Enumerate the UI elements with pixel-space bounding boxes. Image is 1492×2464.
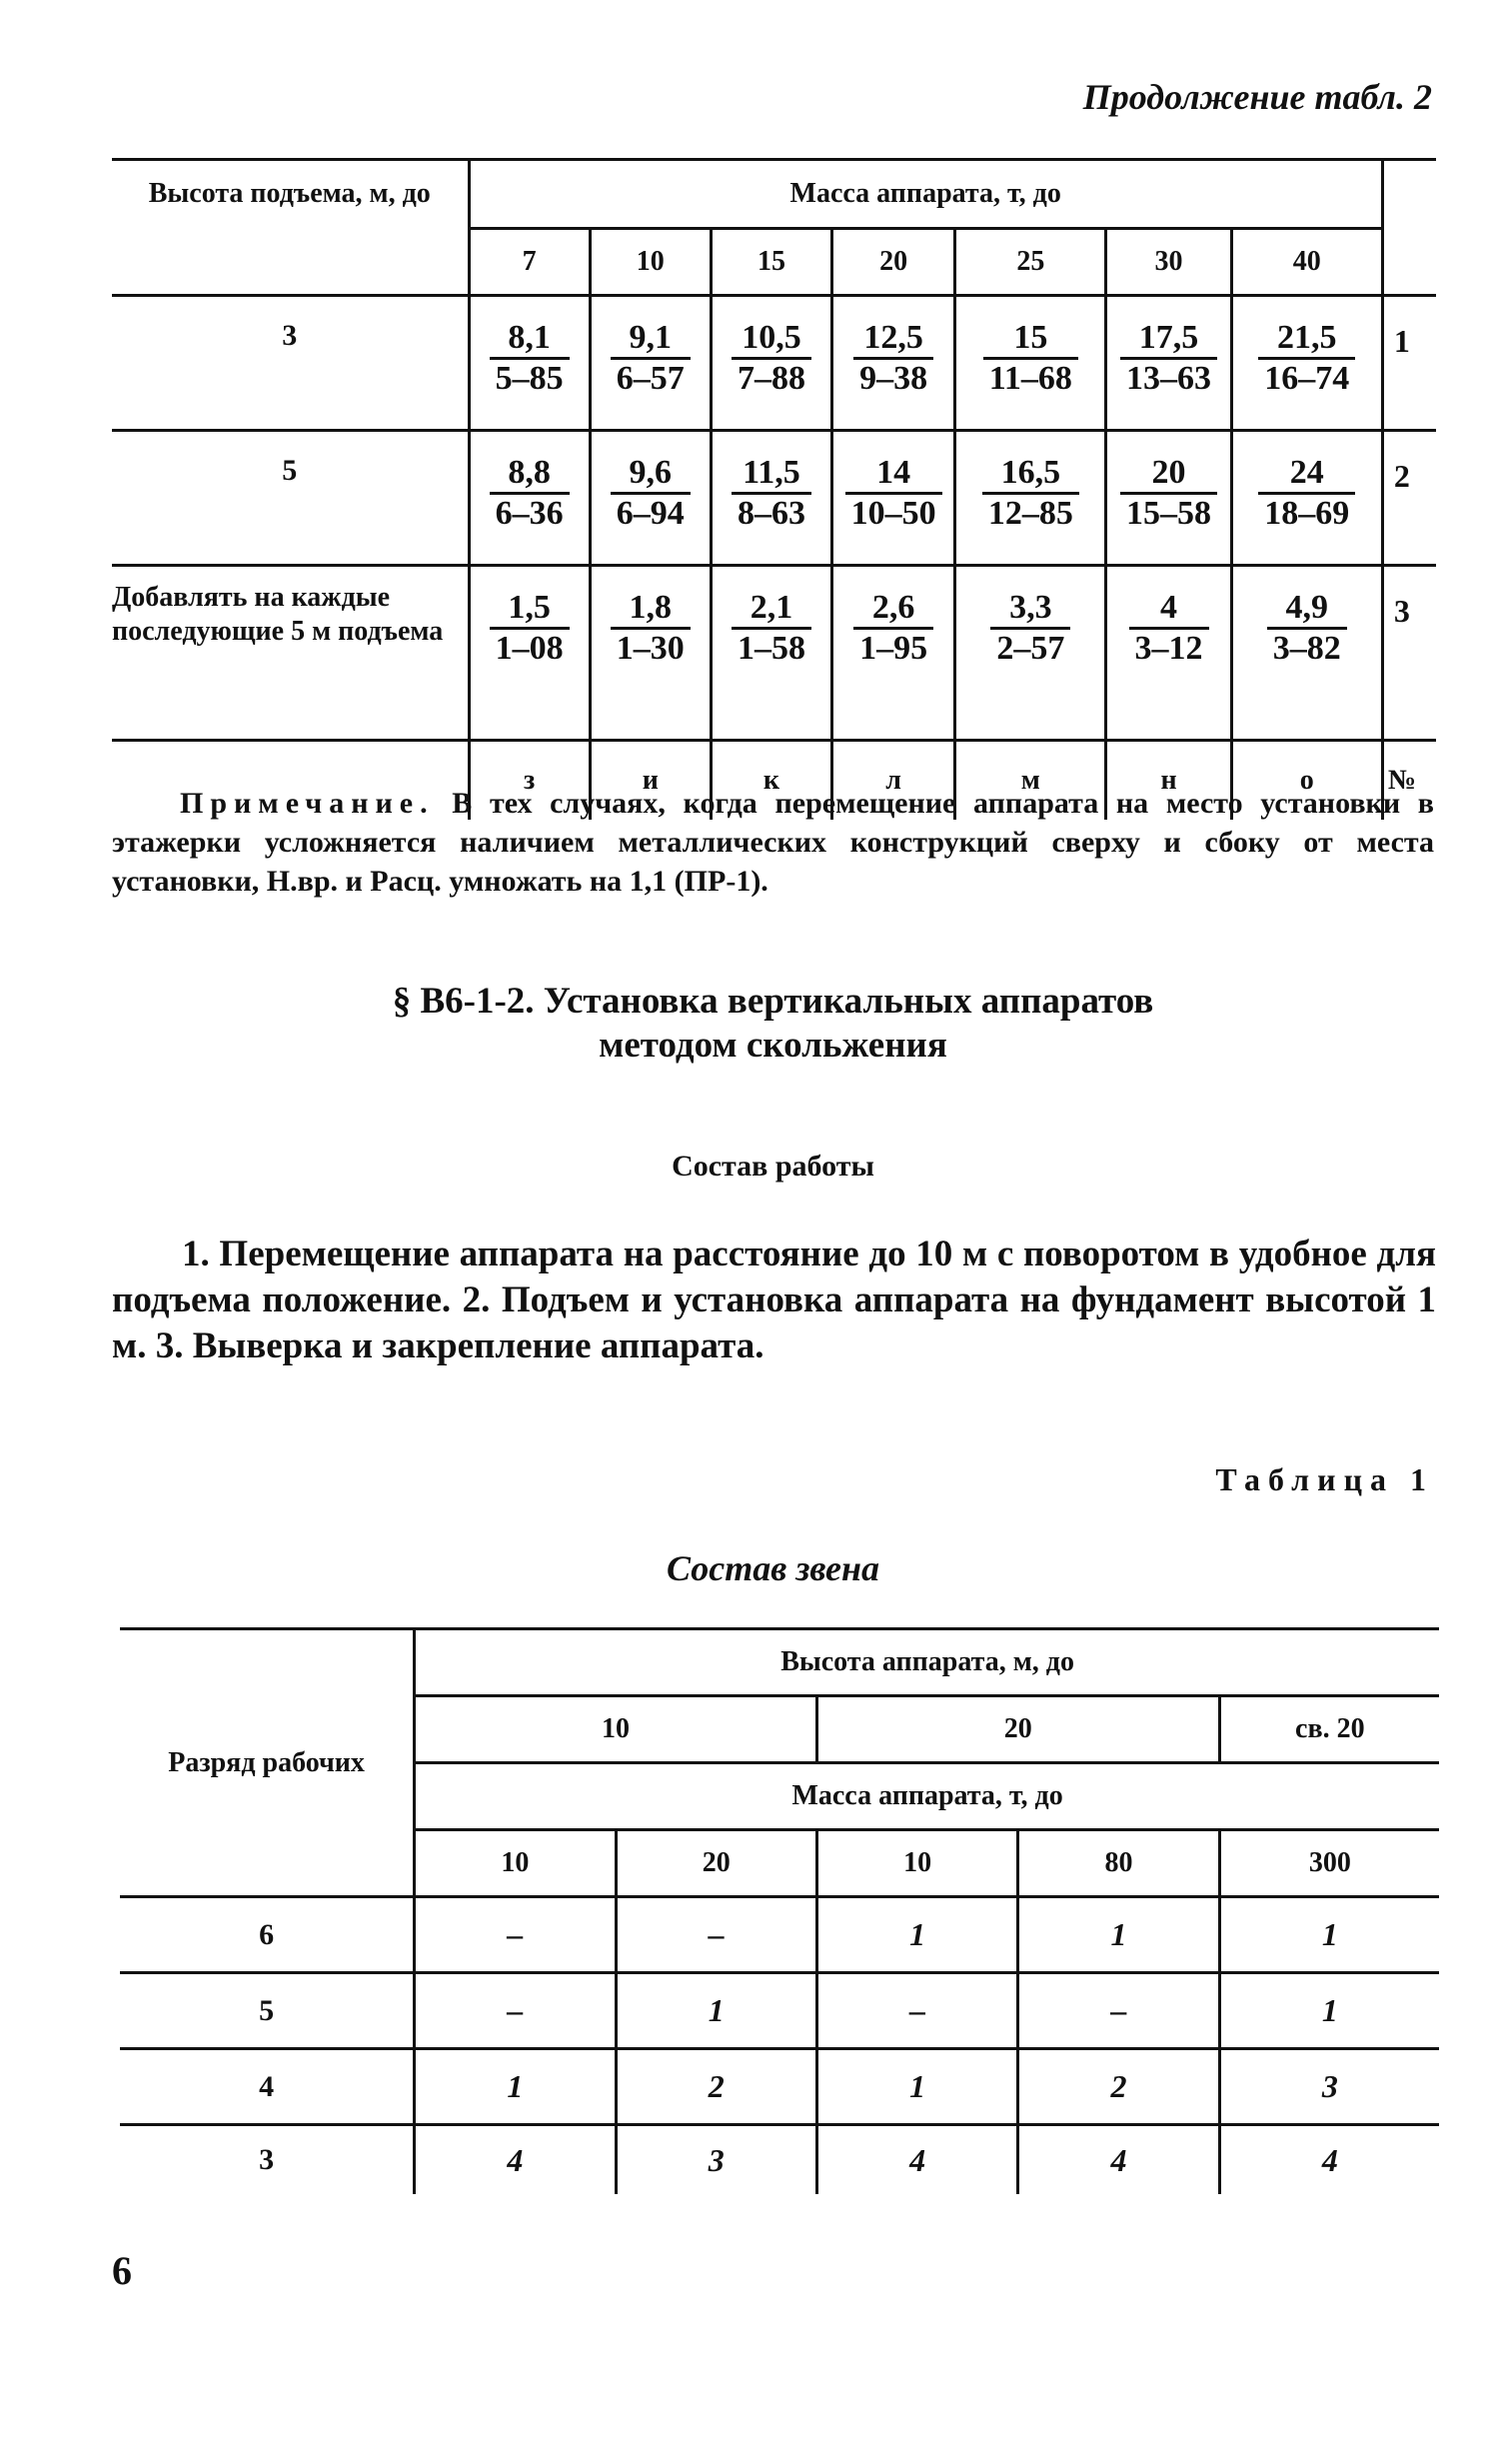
table-row (112, 566, 1436, 741)
rate-fraction: $\frac{12,5}{9-38}$ (853, 319, 933, 398)
crew-count: 4 (1219, 2125, 1439, 2195)
row-label: 3 (112, 296, 469, 431)
mass-col: 20 (616, 1830, 816, 1897)
rank-cell: 5 (120, 1973, 415, 2049)
row-number: 2 (1382, 431, 1436, 566)
height-group: св. 20 (1219, 1696, 1439, 1763)
rate-fraction: $\frac{10,5}{7-88}$ (732, 319, 811, 398)
work-composition-title: Состав работы (672, 1150, 874, 1183)
height-group: 10 (415, 1696, 817, 1763)
number-sign: № (1382, 741, 1436, 821)
mass-col: 10 (590, 229, 711, 296)
rate-fraction: $\frac{16,5}{12-85}$ (982, 454, 1079, 533)
mass-col: 7 (469, 229, 590, 296)
crew-count: – (1018, 1973, 1219, 2049)
crew-count: 4 (1018, 2125, 1219, 2195)
crew-count: 1 (1219, 1973, 1439, 2049)
rank-cell: 3 (259, 2143, 275, 2176)
rate-fraction: $\frac{21,5}{16-74}$ (1258, 319, 1355, 398)
height-group: 20 (816, 1696, 1219, 1763)
column-code: з (469, 741, 590, 821)
section-title-line-1: § В6-1-2. Установка вертикальных аппаратов (392, 981, 1154, 1022)
table-1-title: Состав звена (667, 1548, 879, 1588)
blank-header (1382, 160, 1436, 296)
crew-count: 4 (415, 2125, 616, 2195)
rate-fraction: $\frac{17,5}{13-63}$ (1120, 319, 1217, 398)
crew-count: 1 (816, 1897, 1017, 1973)
table-1-label: Таблица 1 (1215, 1461, 1434, 1497)
rate-fraction: $\frac{1,5}{1-08}$ (490, 589, 570, 668)
mass-col: 300 (1219, 1830, 1439, 1897)
mass-col: 20 (832, 229, 955, 296)
rank-cell: 6 (120, 1897, 415, 1973)
rate-fraction: $\frac{24}{18-69}$ (1258, 454, 1355, 533)
rank-cell: 4 (120, 2049, 415, 2125)
crew-count: – (816, 1973, 1017, 2049)
crew-count: 1 (816, 2049, 1017, 2125)
crew-count: – (415, 1973, 616, 2049)
rate-fraction: $\frac{11,5}{8-63}$ (732, 454, 811, 533)
table-2-continuation (112, 158, 1436, 820)
rate-fraction: $\frac{2,6}{1-95}$ (853, 589, 933, 668)
table-row (120, 1973, 1439, 2049)
section-title (112, 980, 1434, 1068)
rank-header: Разряд рабочих (120, 1629, 415, 1897)
mass-col: 40 (1231, 229, 1382, 296)
column-code: и (590, 741, 711, 821)
column-code: к (711, 741, 831, 821)
note-lead: Примечание. (180, 787, 435, 820)
rate-fraction: $\frac{9,1}{6-57}$ (611, 319, 691, 398)
crew-count: 1 (1219, 1897, 1439, 1973)
rate-fraction: $\frac{20}{15-58}$ (1120, 454, 1217, 533)
row-label: Добавлять на каждые последующие 5 м подъема (112, 566, 469, 741)
rate-fraction: $\frac{1,8}{1-30}$ (611, 589, 691, 668)
page-number: 6 (112, 2248, 132, 2293)
row-label: 5 (112, 431, 469, 566)
table-1-crew (120, 1627, 1439, 2194)
rate-fraction: $\frac{15}{11-68}$ (983, 319, 1078, 398)
table-row (120, 2125, 1439, 2195)
column-code: м (955, 741, 1106, 821)
crew-count: 1 (415, 2049, 616, 2125)
rate-fraction: $\frac{9,6}{6-94}$ (611, 454, 691, 533)
column-code: л (832, 741, 955, 821)
table-row (120, 2049, 1439, 2125)
rate-fraction: $\frac{3,3}{2-57}$ (990, 589, 1070, 668)
mass-col: 10 (816, 1830, 1017, 1897)
crew-count: 3 (1219, 2049, 1439, 2125)
work-composition-text: 1. Перемещение аппарата на расстояние до 10 м с поворотом в удобное для подъема положение. 2. Подъем и установка аппарата на фундамент высотой 1 м. 3. Выверка и закрепление аппарата. (112, 1233, 1436, 1366)
rate-fraction: $\frac{8,8}{6-36}$ (490, 454, 570, 533)
table-row (120, 1897, 1439, 1973)
mass-header: Масса аппарата, т, до (469, 160, 1382, 229)
mass-col: 80 (1018, 1830, 1219, 1897)
row-header: Высота подъема, м, до (112, 160, 469, 296)
crew-count: – (616, 1897, 816, 1973)
mass-header: Масса аппарата, т, до (415, 1763, 1439, 1830)
crew-count: 4 (816, 2125, 1017, 2195)
crew-count: 1 (616, 1973, 816, 2049)
crew-count: 3 (616, 2125, 816, 2195)
rate-fraction: $\frac{2,1}{1-58}$ (732, 589, 811, 668)
row-number: 1 (1382, 296, 1436, 431)
crew-count: – (415, 1897, 616, 1973)
crew-count: 2 (1018, 2049, 1219, 2125)
section-title-line-2: методом скольжения (599, 1025, 947, 1066)
rate-fraction: $\frac{4,9}{3-82}$ (1267, 589, 1347, 668)
note-text: В тех случаях, когда перемещение аппарата на место установки в этажерки усложняется наличием металлических конструкций сверху и сбоку от места установки, Н.вр. и Расц. умножать на 1,1 (ПР-1). (112, 787, 1434, 898)
crew-count: 2 (616, 2049, 816, 2125)
crew-count: 1 (1018, 1897, 1219, 1973)
rate-fraction: $\frac{14}{10-50}$ (845, 454, 942, 533)
table-row (112, 431, 1436, 566)
mass-col: 10 (415, 1830, 616, 1897)
column-code: н (1106, 741, 1231, 821)
column-code: о (1231, 741, 1382, 821)
continuation-header: Продолжение табл. 2 (1082, 77, 1432, 117)
table-row (112, 296, 1436, 431)
mass-col: 25 (955, 229, 1106, 296)
rate-fraction: $\frac{4}{3-12}$ (1129, 589, 1209, 668)
table-note (112, 784, 1434, 901)
row-number: 3 (1382, 566, 1436, 741)
mass-col: 30 (1106, 229, 1231, 296)
rate-fraction: $\frac{8,1}{5-85}$ (490, 319, 570, 398)
mass-col: 15 (711, 229, 831, 296)
height-header: Высота аппарата, м, до (415, 1629, 1439, 1696)
